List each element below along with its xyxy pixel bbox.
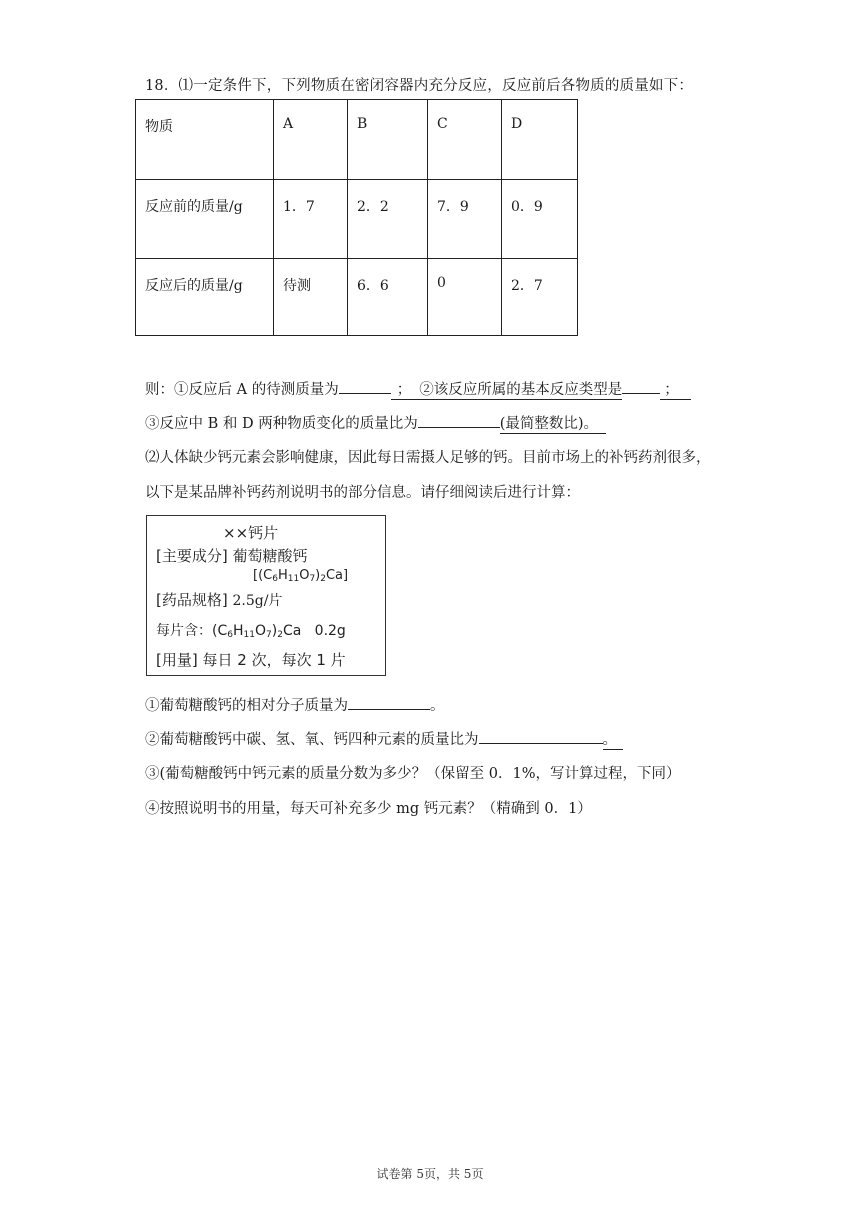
label-product-name: ××钙片 (223, 524, 279, 542)
table-header-cell: 物质 (136, 100, 274, 180)
table-cell: 1．7 (274, 180, 348, 259)
semicolon: ； (391, 382, 420, 400)
answer-line-2 (145, 412, 606, 433)
intro-line-2: 以下是某品牌补钙药剂说明书的部分信息。请仔细阅读后进行计算： (145, 485, 580, 501)
question-2: ②葡萄糖酸钙中碳、氢、氧、钙四种元素的质量比为 。 (145, 728, 623, 749)
semicolon: ； (660, 382, 691, 400)
answer-blank[interactable] (339, 379, 391, 394)
question-3: ③(葡萄糖酸钙中钙元素的质量分数为多少？（保留至 0．1%，写计算过程，下同） (145, 766, 681, 782)
label-ingredient: [主要成分] 葡萄糖酸钙 (156, 547, 308, 565)
question-text: ②该反应所属的基本反应类型是 (419, 382, 623, 398)
question-title: 18．⑴一定条件下，下列物质在密闭容器内充分反应，反应前后各物质的质量如下： (145, 78, 694, 94)
label-formula: $[(C_6H_{11}O_7)_2Ca]$ (253, 568, 349, 584)
answer-line-1 (145, 378, 691, 399)
label-usage: [用量] 每日 2 次，每次 1 片 (156, 651, 346, 669)
table-cell: 反应后的质量/g (136, 259, 274, 336)
table-cell: 2．7 (502, 259, 578, 336)
question-1: ①葡萄糖酸钙的相对分子质量为 。 (145, 694, 445, 715)
answer-blank[interactable] (479, 729, 603, 744)
mass-table (135, 99, 578, 336)
table-cell: 2．2 (348, 180, 428, 259)
answer-blank[interactable] (622, 379, 660, 394)
page-footer: 试卷第 5页，共 5页 (376, 1167, 484, 1181)
table-header-cell: A (274, 100, 348, 180)
table-header-cell: C (428, 100, 502, 180)
table-cell: 6．6 (348, 259, 428, 336)
table-cell: 反应前的质量/g (136, 180, 274, 259)
label-spec: [药品规格] 2.5g/片 (156, 591, 283, 609)
table-header-cell: B (348, 100, 428, 180)
table-header-row (136, 100, 578, 180)
question-text: (最简整数比)。 (500, 416, 606, 434)
answer-blank[interactable] (418, 413, 500, 428)
question-text: 则：①反应后 A 的待测质量为 (145, 382, 339, 398)
question-text: ③反应中 B 和 D 两种物质变化的质量比为 (145, 416, 418, 432)
table-row (136, 259, 578, 336)
table-cell: 待测 (274, 259, 348, 336)
table-row (136, 180, 578, 259)
table-cell: 7．9 (428, 180, 502, 259)
table-cell: 0 (428, 259, 502, 336)
table-header-cell: D (502, 100, 578, 180)
answer-blank[interactable] (348, 695, 430, 710)
question-4: ④按照说明书的用量，每天可补充多少 mg 钙元素？（精确到 0．1） (145, 801, 592, 817)
table-cell: 0．9 (502, 180, 578, 259)
medicine-label (146, 515, 386, 676)
label-content: 每片含：$(C_6H_{11}O_7)_2Ca$ 0.2g (156, 623, 346, 640)
intro-line-1: ⑵人体缺少钙元素会影响健康，因此每日需摄人足够的钙。目前市场上的补钙药剂很多， (145, 450, 711, 466)
